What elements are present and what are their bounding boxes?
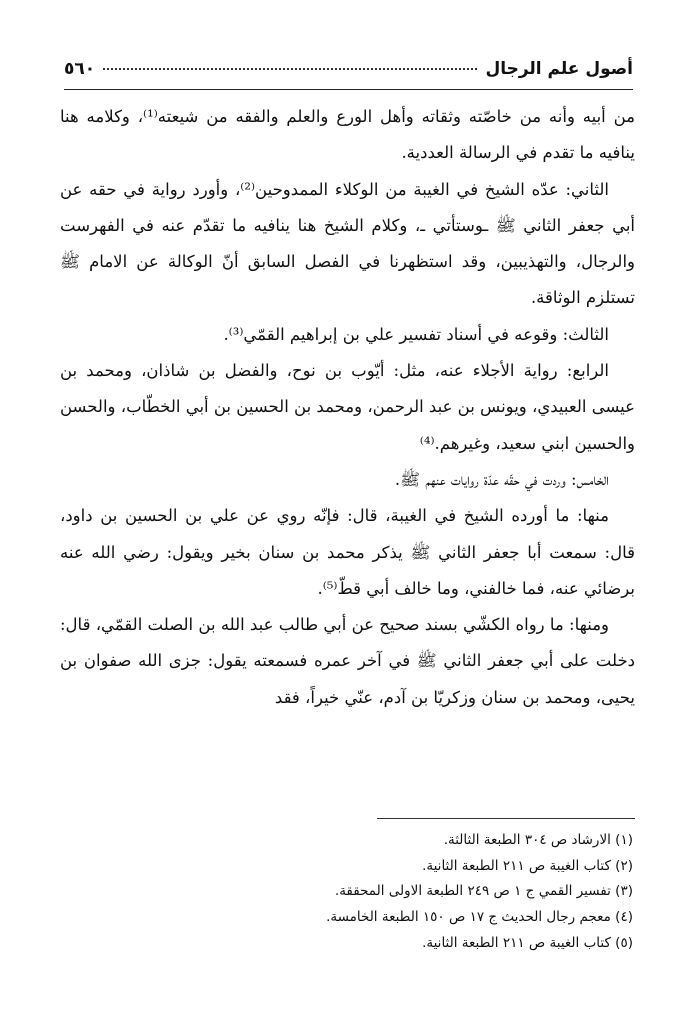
main-text [60,99,635,716]
running-header [64,54,633,84]
paragraph: من أبيه وأنه من خاصّته وثقاته وأهل الورع والعلم والفقه من شيعته⁽¹⁾، وكلامه هنا ينافيه ما تقدم في الرسالة العددية. [60,107,635,163]
footnotes [64,828,633,957]
paragraph: الثالث: وقوعه في أسناد تفسير علي بن إبراهيم القمّي⁽³⁾. [223,324,609,344]
paragraph: الخامس: وردت في حقّه عدّة روايات عنهم ﷺ. [394,469,609,489]
paragraph: الرابع: رواية الأجلاء عنه، مثل: أيّوب بن نوح، والفضل بن شاذان، ومحمد بن عيسى العبيدي، ويونس بن عبد الرحمن، ومحمد بن الحسين بن أبي الخطّاب، والحسن والحسين ابني سعيد، وغيرهم.⁽⁴⁾ [60,361,635,453]
footnote: (٥) كتاب الغيبة ص ٢١١ الطبعة الثانية. [422,934,633,951]
paragraph: منها: ما أورده الشيخ في الغيبة، قال: فإنّه روي عن علي بن الحسين بن داود، قال: سمعت أبا جعفر الثاني ﷺ يذكر محمد بن سنان بخير ويقول: رضي الله عنه برضائي عنه، فما خالفني، وما خالف أبي قطّ⁽⁵⁾. [60,506,635,598]
footnote: (٢) كتاب الغيبة ص ٢١١ الطبعة الثانية. [422,857,633,874]
header-leader-dots [103,68,477,70]
footnote: (١) الارشاد ص ٣٠٤ الطبعة الثالثة. [443,832,633,848]
page-number: ٥٦٠ [64,59,96,79]
footnote: (٣) تفسير القمي ج ١ ص ٢٤٩ الطبعة الاولى المحققة. [334,883,633,900]
running-title: أصول علم الرجال [485,59,633,79]
footnote: (٤) معجم رجال الحديث ج ١٧ ص ١٥٠ الطبعة الخامسة. [326,909,633,926]
paragraph: ومنها: ما رواه الكشّي بسند صحيح عن أبي طالب عبد الله بن الصلت القمّي، قال: دخلت على أبي جعفر الثاني ﷺ في آخر عمره فسمعته يقول: جزى الله صفوان بن يحيى، ومحمد بن سنان وزكريّا بن آدم، عنّي خيراً، فقد [60,615,635,707]
header-rule [64,89,633,90]
paragraph: الثاني: عدّه الشيخ في الغيبة من الوكلاء الممدوحين⁽²⁾، وأورد رواية في حقه عن أبي جعفر الثاني ﷺ ـوستأتي ـ، وكلام الشيخ هنا ينافيه ما تقدّم عنه في الفهرست والرجال، والتهذيبين، وقد استظهرنا في الفصل السابق أنّ الوكالة عن الامام ﷺ تستلزم الوثاقة. [60,179,635,308]
footnote-separator [377,818,635,819]
